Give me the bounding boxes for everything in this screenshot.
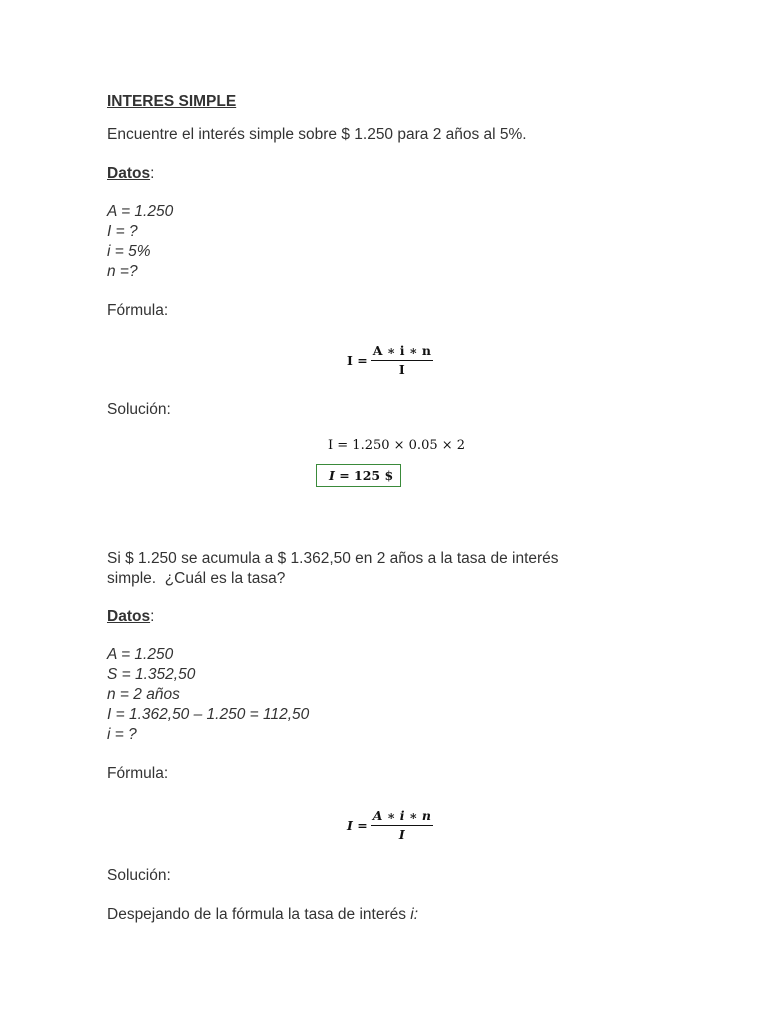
problem2-dato-s: S = 1.352,50 [107,666,196,683]
problem1-dato-a: A = 1.250 [107,203,174,220]
despeje-text: Despejando de la fórmula la tasa de interés [107,906,411,923]
problem2-dato-i-upper: I = 1.362,50 – 1.250 = 112,50 [107,706,310,723]
datos-label: Datos [107,165,151,182]
problem2-dato-n: n = 2 años [107,686,180,703]
problem1-datos-heading [107,164,154,184]
problem2-dato-a: A = 1.250 [107,646,174,663]
problem2-dato-i-lower: i = ? [107,726,137,743]
problem2-statement-line1: Si $ 1.250 se acumula a $ 1.362,50 en 2 años a la tasa de interés [107,550,559,567]
problem2-datos-heading [107,607,154,627]
formula-fraction [371,808,433,843]
result-value: = 125 $ [334,468,394,483]
formula-denominator: I [398,827,405,842]
problem1-dato-n: n =? [107,263,138,280]
despeje-variable: i: [410,906,419,923]
problem2-formula-label: Fórmula: [107,765,169,782]
problem1-result-box [316,464,401,487]
datos-label: Datos [107,608,151,625]
page-title: INTERES SIMPLE [107,93,237,110]
datos-colon: : [150,608,155,625]
problem2-formula [347,808,433,843]
datos-colon: : [150,165,155,182]
formula-numerator: A ∗ i ∗ n [371,343,433,361]
problem2-despeje-text [107,905,418,925]
result-variable: I [329,468,335,483]
formula-lhs: I = [347,353,368,368]
problem1-formula [347,343,433,378]
formula-numerator: A ∗ i ∗ n [371,808,433,826]
formula-denominator: I [398,362,405,377]
problem1-dato-i-upper: I = ? [107,223,138,240]
problem1-dato-i-lower: i = 5% [107,243,151,260]
problem1-solucion-label: Solución: [107,401,171,418]
problem1-formula-label: Fórmula: [107,302,169,319]
problem1-solution-equation: I = 1.250 × 0.05 × 2 [328,438,466,453]
problem2-solucion-label: Solución: [107,867,171,884]
problem2-statement-line2: simple. ¿Cuál es la tasa? [107,570,286,587]
formula-lhs: I = [347,818,368,833]
formula-fraction [371,343,433,378]
problem1-statement: Encuentre el interés simple sobre $ 1.250 para 2 años al 5%. [107,126,527,143]
